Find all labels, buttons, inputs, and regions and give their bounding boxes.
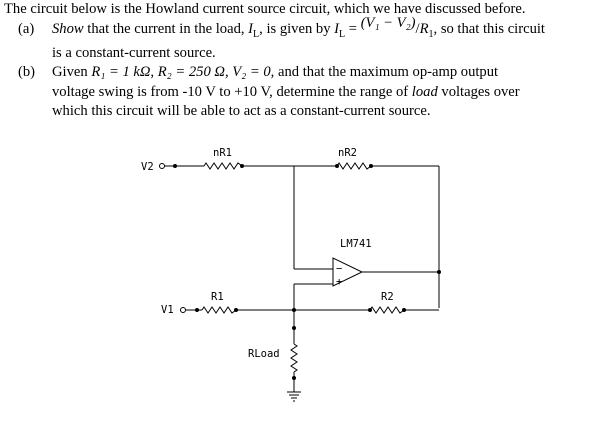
part-b-values: R₁ = 1 kΩ, R₂ = 250 Ω, V₂ = 0, [91, 64, 275, 81]
part-b-text2: voltage swing is from -10 V to +10 V, determine the range of [52, 83, 409, 100]
nr1-resistor [204, 163, 242, 169]
r1-resistor [202, 307, 236, 313]
formula-lhs-sub: L [339, 28, 346, 40]
intro-text: The circuit below is the Howland current source circuit, which we have discussed before. [4, 1, 526, 17]
part-b-text1: and that the maximum op-amp output [278, 64, 499, 81]
node-dot-v2 [173, 164, 177, 168]
formula-numerator: (V₁ − V₂) [360, 14, 416, 31]
v1-terminal [181, 308, 186, 313]
node-dot-nr1-right [240, 164, 244, 168]
v2-terminal [160, 164, 165, 169]
part-a-text-before: that the current in the load, [87, 20, 245, 37]
node-dot-rload-top [292, 326, 296, 330]
label-rload: RLoad [248, 348, 280, 360]
node-dot-v1 [195, 308, 199, 312]
part-b-line3: which this circuit will be able to act as a constant-current source. [52, 103, 431, 120]
node-dot-r1-right [234, 308, 238, 312]
label-nr2: nR2 [338, 147, 357, 159]
label-v1: V1 [161, 304, 174, 316]
label-nr1: nR1 [213, 147, 232, 159]
part-b-label: (b) [18, 64, 36, 81]
node-dot-nr2-left [335, 164, 339, 168]
part-b-text3: voltages over [441, 83, 520, 100]
part-a-il-sub: L [253, 28, 260, 40]
part-a-il-symbol: I [248, 20, 254, 37]
formula-denominator: R [419, 20, 429, 37]
formula-lhs: I [334, 20, 340, 37]
opamp-plus-sign: + [336, 276, 343, 288]
label-r1: R1 [211, 291, 224, 303]
label-opamp: LM741 [340, 238, 372, 250]
label-r2: R2 [381, 291, 394, 303]
opamp-minus-sign: − [336, 263, 343, 275]
node-dot-noninv [292, 308, 296, 312]
rload-resistor [291, 344, 297, 372]
label-v2: V2 [141, 161, 154, 173]
node-dot-output [437, 270, 441, 274]
node-dot-r2-right [402, 308, 406, 312]
formula-denominator-sub: 1 [428, 28, 434, 40]
node-dot-r2-left [368, 308, 372, 312]
part-a-text-given: , is given by [259, 20, 331, 37]
nr2-resistor [337, 163, 371, 169]
part-a-line2: is a constant-current source. [52, 44, 216, 61]
node-dot-nr2-right [369, 164, 373, 168]
part-b-load-word: load [411, 83, 438, 100]
part-b-given: Given [52, 64, 88, 81]
node-dot-rload-bot [292, 376, 296, 380]
r2-resistor [370, 307, 404, 313]
part-a-line1: Show that the current in the load, $I_L$, is given by $I_L = (V_1 - V_2)/R_1$, so that this circuit [52, 14, 545, 40]
part-a-text-after: , so that this circuit [433, 20, 545, 37]
part-a-verb: Show [52, 20, 84, 37]
part-a-label: (a) [18, 20, 35, 37]
